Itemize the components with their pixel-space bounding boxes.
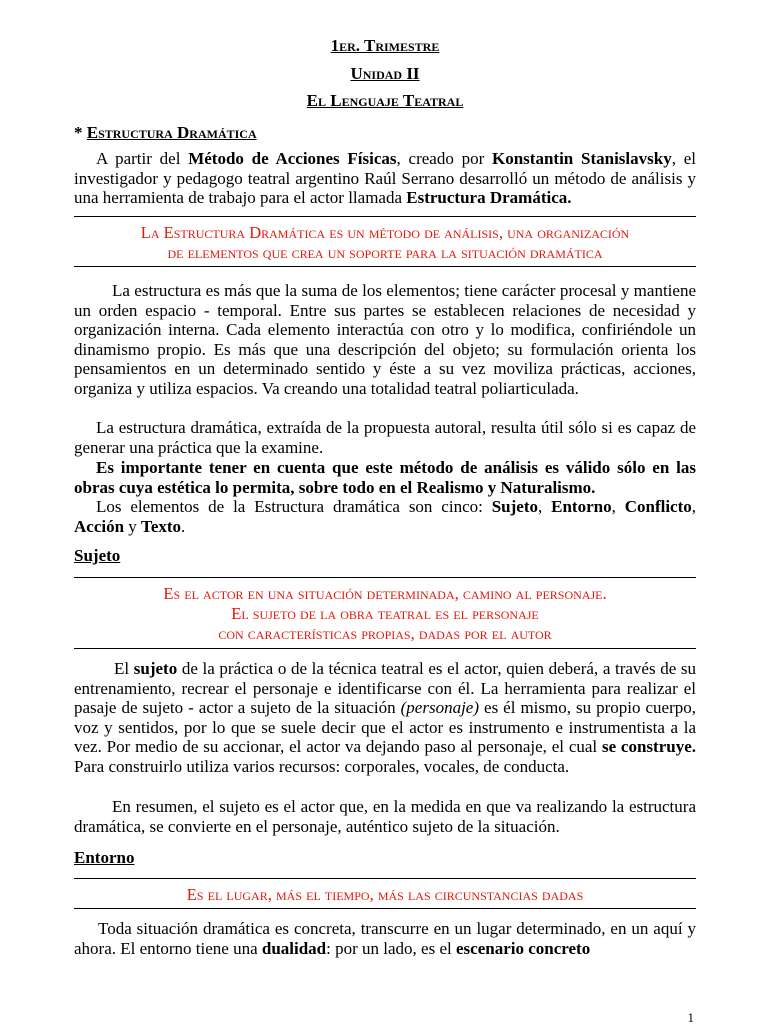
definition-line: La Estructura Dramática es un método de análisis, una organización [140, 223, 630, 242]
text-run: El [114, 659, 134, 678]
paragraph-entorno [74, 919, 696, 958]
italic-run: (personaje) [400, 698, 480, 717]
bold-run: Konstantin Stanislavsky [492, 149, 672, 168]
paragraph-utilidad: La estructura dramática, extraída de la propuesta autoral, resulta útil sólo si es capaz de generar una práctica que la examine. [74, 418, 696, 457]
bold-run: Texto [141, 516, 182, 536]
text-run: Para construirlo utiliza varios recursos: corporales, vocales, de conducta. [74, 756, 570, 776]
paragraph-estructura: La estructura es más que la suma de los elementos; tiene carácter procesal y mantiene un orden espacio - temporal. Entre sus partes se establecen relaciones de necesidad y organización interna. Cada elemento interactúa con otro y lo modifica, confiriéndole un dinamismo propio. Es más que una descripción del objeto; su formulación orienta los pensamientos en un determinado sentido y éste a su vez moviliza prácticas, acciones, organiza y utiliza espacios. Va creando una totalidad teatral poliarticulada. [74, 281, 696, 398]
section-title-estructura: * Estructura Dramática [74, 123, 257, 142]
text-run: , [611, 497, 625, 516]
definition-line: Es el lugar, más el tiempo, más las circunstancias dadas [186, 885, 584, 904]
rule [74, 908, 696, 909]
text-run: Los elementos de la Estructura dramática son cinco: [96, 497, 492, 516]
definition-line: de elementos que crea un soporte para la situación dramática [167, 243, 603, 262]
section-title-sujeto: Sujeto [74, 546, 121, 565]
rule [74, 216, 696, 217]
text-run: : por un lado, es el [326, 938, 456, 958]
bold-run: dualidad [261, 938, 327, 958]
text-run: , creado por [396, 149, 492, 168]
rule [74, 878, 696, 879]
bold-run: sujeto [133, 659, 178, 678]
bold-run: escenario concreto [455, 938, 591, 958]
document-page [74, 0, 696, 1024]
definition-line: con características propias, dadas por el autor [218, 624, 552, 643]
bold-run: Acción [74, 516, 125, 536]
bold-run: Estructura Dramática. [406, 188, 572, 207]
definition-line: Es el actor en una situación determinada, camino al personaje. [163, 584, 607, 603]
text-run: es él mismo, su propio cuerpo, voz y sentidos, por lo que se suele decir que el actor es instrumento e instrumentista a la vez. Por medio de su accionar, el actor va dejando paso al personaje, el cual [74, 698, 696, 756]
header-titulo: El Lenguaje Teatral [306, 91, 464, 110]
rule [74, 266, 696, 267]
section-title-entorno: Entorno [74, 848, 135, 867]
text-run: Toda situación dramática es concreta, transcurre en un lugar determinado, en un aquí y ahora. El entorno tiene una [74, 919, 696, 958]
paragraph-intro [74, 149, 696, 208]
page-number: 1 [687, 1010, 694, 1025]
text-run: de la práctica o de la técnica teatral es el actor, quien deberá, a través de su entrenamiento, recrear el personaje e identificarse con él. La herramienta para realizar el pasaje de sujeto - actor a sujeto de la situación [74, 659, 697, 717]
paragraph-importante: Es importante tener en cuenta que este método de análisis es válido sólo en las obras cuya estética lo permita, sobre todo en el Realismo y Naturalismo. [74, 458, 696, 497]
text-run: , [691, 497, 697, 516]
header-unidad: Unidad II [350, 64, 420, 83]
bold-run: Conflicto [624, 497, 692, 516]
definition-line: El sujeto de la obra teatral es el personaje [231, 604, 539, 623]
rule [74, 648, 696, 649]
bold-run: Sujeto [491, 497, 538, 516]
bold-run: Entorno [551, 497, 612, 516]
text-run: , [538, 497, 552, 516]
paragraph-sujeto [74, 659, 696, 776]
header-trimestre: 1er. Trimestre [330, 36, 440, 55]
rule [74, 577, 696, 578]
paragraph-resumen: En resumen, el sujeto es el actor que, en la medida en que va realizando la estructura dramática, se convierte en el personaje, auténtico sujeto de la situación. [74, 797, 696, 836]
paragraph-elementos [74, 497, 696, 536]
text-run: y [124, 516, 142, 536]
text-run: A partir del [96, 149, 189, 168]
bold-run: Método de Acciones Físicas [188, 149, 397, 168]
text-run: , el investigador y pedagogo teatral argentino Raúl Serrano desarrolló un método de análisis y una herramienta de trabajo para el actor llamada [74, 149, 696, 207]
text-run: . [181, 516, 186, 536]
bold-run: se construye. [601, 737, 696, 756]
